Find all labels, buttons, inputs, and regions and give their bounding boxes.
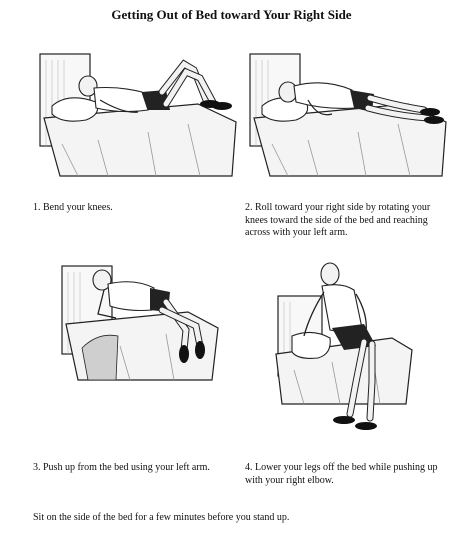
illustration-step-2 — [248, 48, 448, 178]
step-2-caption: 2. Roll toward your right side by rotating your knees toward the side of the bed and reaching across with your left arm. — [245, 202, 431, 238]
illustration-step-4 — [272, 258, 422, 448]
step-4-caption: 4. Lower your legs off the bed while pushing up with your right elbow. — [245, 462, 438, 486]
closing-instruction: Sit on the side of the bed for a few minutes before you stand up. — [33, 512, 290, 523]
page-title: Getting Out of Bed toward Your Right Side — [111, 7, 352, 22]
illustration-step-1 — [38, 48, 238, 178]
step-1-caption: 1. Bend your knees. — [33, 202, 113, 213]
illustration-step-3 — [58, 262, 228, 382]
step-3-caption: 3. Push up from the bed using your left arm. — [33, 462, 210, 473]
